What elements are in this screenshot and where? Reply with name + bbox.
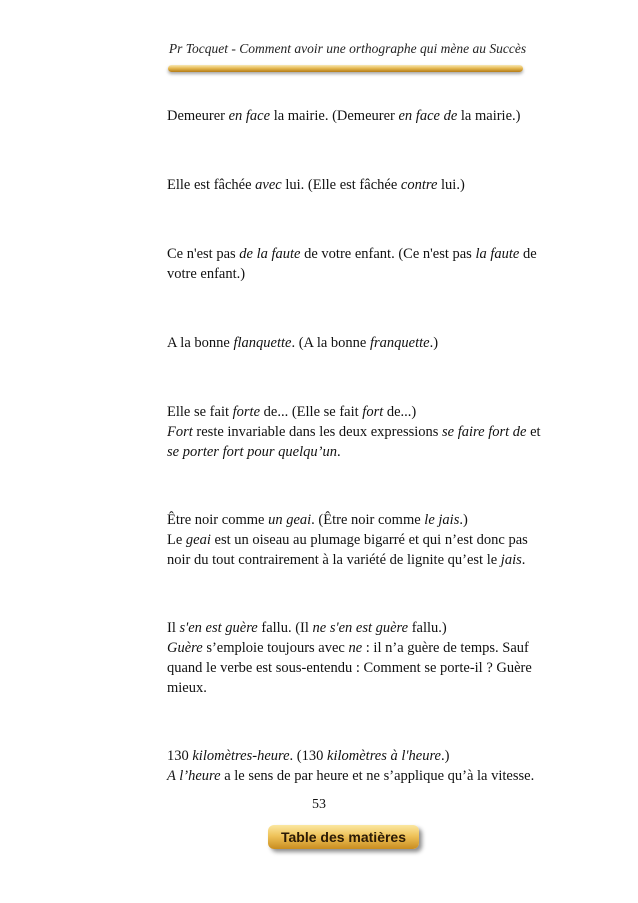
entry-sentence: A la bonne flanquette. (A la bonne franquette.) xyxy=(167,335,439,351)
entry xyxy=(167,746,542,786)
entry xyxy=(167,510,542,570)
entry xyxy=(167,333,542,353)
page-header: Pr Tocquet - Comment avoir une orthographe qui mène au Succès xyxy=(168,41,527,56)
entry-sentence: Elle est fâchée avec lui. (Elle est fâchée contre lui.) xyxy=(167,177,465,193)
entry-sentence: Elle se fait forte de... (Elle se fait fort de...) xyxy=(167,404,417,420)
header-divider-bar xyxy=(168,65,523,72)
entry xyxy=(167,244,542,284)
entries-list xyxy=(167,106,542,786)
entry-sentence: Ce n'est pas de la faute de votre enfant. (Ce n'est pas la faute de votre enfant.) xyxy=(167,246,537,282)
entry-sentence: Il s'en est guère fallu. (Il ne s'en est guère fallu.) xyxy=(167,620,447,636)
entry-sentence: Demeurer en face la mairie. (Demeurer en face de la mairie.) xyxy=(167,108,521,124)
entry-explanation: A l’heure a le sens de par heure et ne s’applique qu’à la vitesse. xyxy=(167,768,535,784)
entry-sentence: 130 kilomètres-heure. (130 kilomètres à l'heure.) xyxy=(167,748,450,764)
entry-explanation: Guère s’emploie toujours avec ne : il n’a guère de temps. Sauf quand le verbe est sous-entendu : Comment se porte-il ? Guère mieux. xyxy=(167,640,532,696)
entry xyxy=(167,106,542,126)
entry xyxy=(167,618,542,698)
entry xyxy=(167,175,542,195)
entry xyxy=(167,402,542,462)
entry-explanation: Le geai est un oiseau au plumage bigarré et qui n’est donc pas noir du tout contrairement à la variété de lignite qu’est le jais. xyxy=(167,532,528,568)
entry-explanation: Fort reste invariable dans les deux expressions se faire fort de et se porter fort pour quelqu’un. xyxy=(167,424,541,460)
entry-sentence: Être noir comme un geai. (Être noir comme le jais.) xyxy=(167,512,468,528)
table-of-contents-button[interactable]: Table des matières xyxy=(268,825,419,849)
page-number: 53 xyxy=(312,797,326,812)
